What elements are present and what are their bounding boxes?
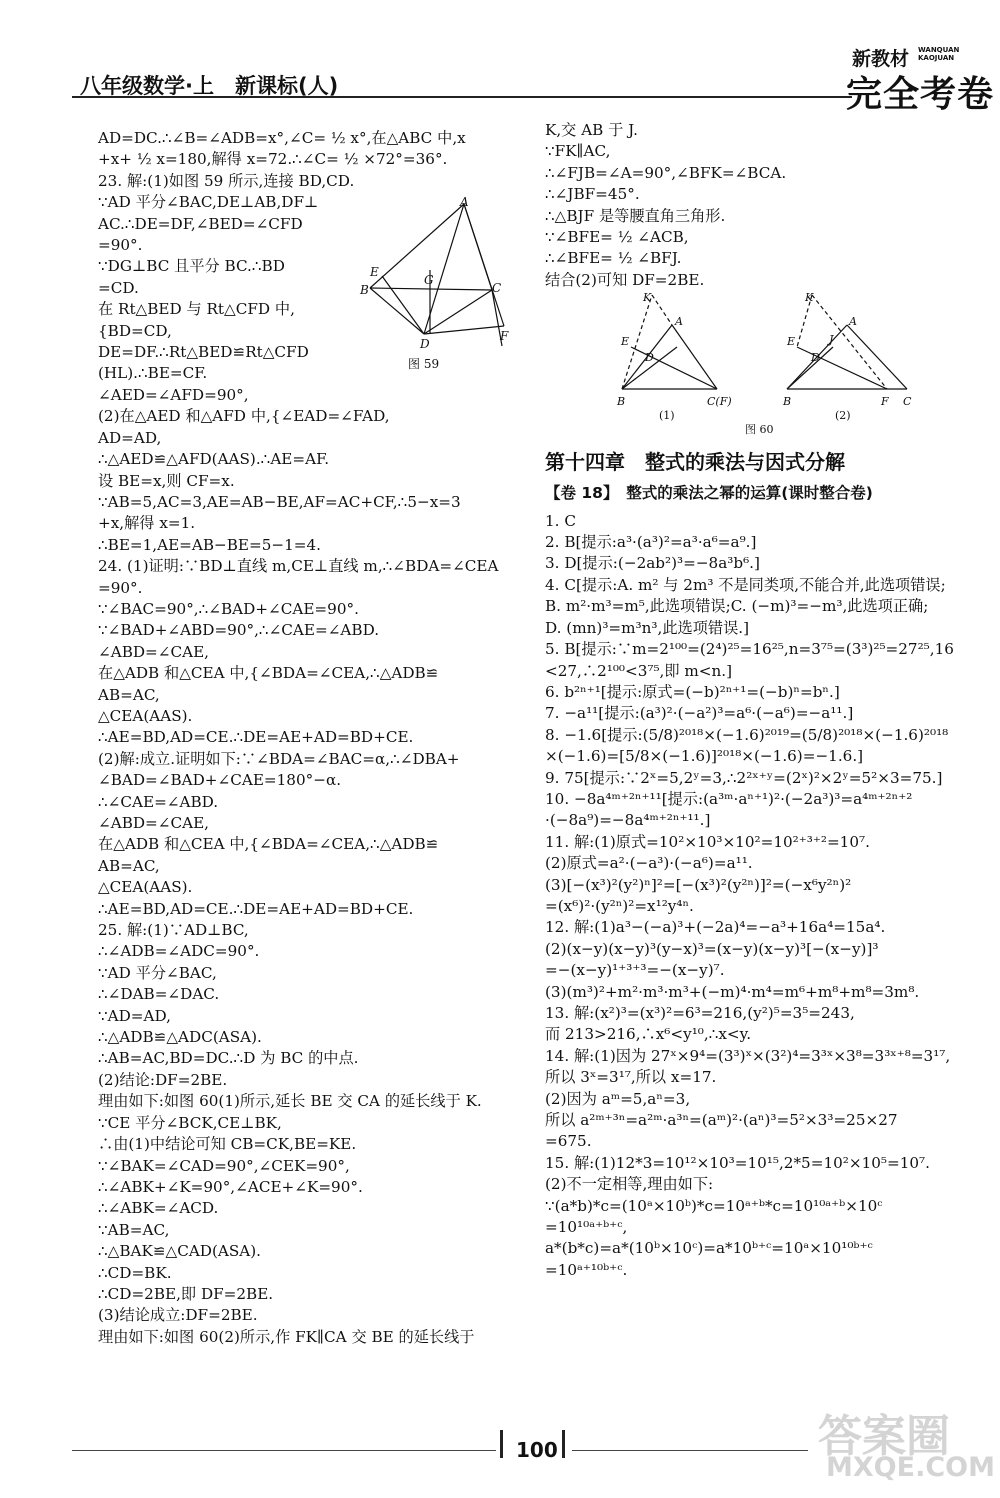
text-line: ∠ABD=∠CAE, <box>98 814 209 832</box>
text-line: ∵AB=5,AC=3,AE=AB−BE,AF=AC+CF,∴5−x=3 <box>98 492 461 511</box>
page-number: 100 <box>516 1438 558 1462</box>
fig60-2-label-d: D <box>811 351 820 365</box>
text-line: B. m²·m³=m⁵,此选项错误;C. (−m)³=−m³,此选项正确; <box>545 597 929 616</box>
fig60-1-label-a: A <box>675 315 683 329</box>
header-rule <box>72 96 852 98</box>
fig59-label-a: A <box>460 195 469 209</box>
text-line: ∴△BAK≌△CAD(ASA). <box>98 1242 262 1261</box>
text-line: ∴BE=1,AE=AB−BE=5−1=4. <box>98 535 321 554</box>
footer-rule-right <box>572 1450 808 1451</box>
text-line: 所以 a²ᵐ⁺³ⁿ=a²ᵐ·a³ⁿ=(aᵐ)²·(aⁿ)³=5²×3³=25×27 <box>545 1111 898 1130</box>
figure-60 <box>607 291 912 437</box>
text-line: ∴∠ADB=∠ADC=90°. <box>98 942 260 961</box>
text-line: a*(b*c)=a*(10ᵇ×10ᶜ)=a*10ᵇ⁺ᶜ=10ᵃ×10¹⁰ᵇ⁺ᶜ <box>545 1239 873 1258</box>
brand-logo: 完全考卷 <box>846 74 995 115</box>
text-line: ∴∠JBF=45°. <box>545 185 640 204</box>
text-line: +x+ ½ x=180,解得 x=72.∴∠C= ½ ×72°=36°. <box>98 150 448 169</box>
text-line: 10. −8a⁴ᵐ⁺²ⁿ⁺¹¹[提示:(a³ᵐ·aⁿ⁺¹)²·(−2a³)³=a⁴ᵐ⁺²ⁿ⁺² <box>545 789 913 808</box>
text-line: ∴AE=BD,AD=CE.∴DE=AE+AD=BD+CE. <box>98 899 414 918</box>
text-line: ∵AD 平分∠BAC,DE⊥AB,DF⊥ <box>98 193 319 212</box>
text-line: AB=AC, <box>98 856 160 875</box>
right-bottom-block <box>545 511 975 1282</box>
text-line: (2)(x−y)(x−y)³(y−x)³=(x−y)(x−y)³[−(x−y)]³ <box>545 939 879 958</box>
text-line: ∵∠BAK=∠CAD=90°,∠CEK=90°, <box>98 1156 350 1175</box>
page-header-title: 八年级数学·上 新课标(人) <box>80 74 339 98</box>
text-line: ∴CD=BK. <box>98 1263 172 1282</box>
fig60-2-label-c: C <box>903 395 912 409</box>
text-line: <27,∴2¹⁰⁰<3⁷⁵,即 m<n.] <box>545 661 733 680</box>
fig60-2-label-j: J <box>829 333 834 347</box>
text-line: (2)解:成立.证明如下:∵∠BDA=∠BAC=α,∴∠DBA+ <box>98 749 460 768</box>
text-line: 5. B[提示:∵m=2¹⁰⁰=(2⁴)²⁵=16²⁵,n=3⁷⁵=(3³)²⁵=27²⁵,16 <box>545 640 954 659</box>
text-line: ∴∠DAB=∠DAC. <box>98 985 220 1004</box>
text-line: 14. 解:(1)因为 27ˣ×9⁴=(3³)ˣ×(3²)⁴=3³ˣ×3⁸=3³ˣ⁺⁸=3¹⁷, <box>545 1046 951 1065</box>
text-line: (3)结论成立:DF=2BE. <box>98 1306 258 1325</box>
footer-bar-left <box>500 1430 503 1458</box>
fig60-1-label-d: D <box>645 351 654 365</box>
text-line: D. (mn)³=m³n³,此选项错误.] <box>545 618 750 637</box>
text-line: AD=AD, <box>98 428 162 447</box>
text-line: ∴∠CAE=∠ABD. <box>98 792 219 811</box>
text-line: ∴△ADB≌△ADC(ASA). <box>98 1028 262 1047</box>
brand-label: 新教材 <box>852 48 910 70</box>
text-line: (2)结论:DF=2BE. <box>98 1070 228 1089</box>
fig59-label-e: E <box>370 265 379 279</box>
text-line: 25. 解:(1)∵AD⊥BC, <box>98 921 249 940</box>
text-line: 9. 75[提示:∵2ˣ=5,2ʸ=3,∴2²ˣ⁺ʸ=(2ˣ)²×2ʸ=5²×3=75.] <box>545 768 943 787</box>
fig59-label-g: G <box>424 273 434 287</box>
text-line: 所以 3ˣ=3¹⁷,所以 x=17. <box>545 1068 717 1087</box>
fig60-2-label-b: B <box>783 395 792 409</box>
text-line: ∴∠ABK=∠ACD. <box>98 1199 219 1218</box>
text-line: 15. 解:(1)12*3=10¹²×10³=10¹⁵,2*5=10²×10⁵=10⁷. <box>545 1153 930 1172</box>
fig60-sub1: (1) <box>659 409 675 423</box>
fig59-label-f: F <box>500 329 509 343</box>
left-column <box>98 128 518 1348</box>
text-line: ∵AD=AD, <box>98 1006 171 1025</box>
text-line: ∴AE=BD,AD=CE.∴DE=AE+AD=BD+CE. <box>98 728 414 747</box>
fig60-2-label-a: A <box>849 315 857 329</box>
right-column <box>545 120 975 1281</box>
text-line: ·(−8a⁹)=−8a⁴ᵐ⁺²ⁿ⁺¹¹.] <box>545 811 711 830</box>
chapter-title: 第十四章 整式的乘法与因式分解 <box>545 450 845 475</box>
text-line: =CD. <box>98 278 139 297</box>
text-line: ∵(a*b)*c=(10ᵃ×10ᵇ)*c=10ᵃ⁺ᵇ*c=10¹⁰ᵃ⁺ᵇ×10ᶜ <box>545 1196 883 1215</box>
text-line: AC.∴DE=DF,∠BED=∠CFD <box>98 214 303 233</box>
text-line: K,交 AB 于 J. <box>545 121 638 139</box>
text-line: 在△ADB 和△CEA 中,{∠BDA=∠CEA,∴△ADB≌ <box>98 664 439 683</box>
text-line: DE=DF.∴Rt△BED≌Rt△CFD <box>98 343 309 362</box>
text-line: {BD=CD, <box>98 321 172 340</box>
text-line: =675. <box>545 1132 592 1151</box>
text-line: △CEA(AAS). <box>98 878 193 897</box>
fig60-1-label-cf: C(F) <box>707 395 732 409</box>
text-line: =90°. <box>98 578 143 597</box>
text-line: ∠AED=∠AFD=90°, <box>98 385 249 404</box>
text-line: =−(x−y)¹⁺³⁺³=−(x−y)⁷. <box>545 961 725 980</box>
text-line: ∠ABD=∠CAE, <box>98 642 209 661</box>
text-line: ∵DG⊥BC 且平分 BC.∴BD <box>98 257 285 276</box>
text-line: =10¹⁰ᵃ⁺ᵇ⁺ᶜ, <box>545 1218 628 1237</box>
text-line: (3)(m³)²+m²·m³·m³+(−m)⁴·m⁴=m⁶+m⁸+m⁸=3m⁸. <box>545 982 920 1001</box>
fig59-caption: 图 59 <box>408 357 440 371</box>
text-line: 1. C <box>545 511 576 530</box>
right-top-block <box>545 120 975 291</box>
text-line: 4. C[提示:A. m² 与 2m³ 不是同类项,不能合并,此选项错误; <box>545 575 946 594</box>
watermark-url: MXQE.COM <box>826 1452 995 1483</box>
fig60-2-label-f: F <box>881 395 889 409</box>
fig59-label-b: B <box>360 283 369 297</box>
fig60-sub2: (2) <box>835 409 851 423</box>
text-line: 7. −a¹¹[提示:(a³)²·(−a²)³=a⁶·(−a⁶)=−a¹¹.] <box>545 704 854 723</box>
text-line: 11. 解:(1)原式=10²×10³×10²=10²⁺³⁺²=10⁷. <box>545 832 870 851</box>
fig59-label-c: C <box>492 281 502 295</box>
text-line: 8. −1.6[提示:(5/8)²⁰¹⁸×(−1.6)²⁰¹⁹=(5/8)²⁰¹⁸×(−1.6)²⁰¹⁸ <box>545 725 949 744</box>
text-line: (3)[−(x³)²(y²)ⁿ]²=[−(x³)²(y²ⁿ)]²=(−x⁶y²ⁿ)² <box>545 875 852 894</box>
text-line: 6. b²ⁿ⁺¹[提示:原式=(−b)²ⁿ⁺¹=(−b)ⁿ=bⁿ.] <box>545 682 840 701</box>
fig60-1-label-k: K <box>643 291 652 305</box>
text-line: 24. (1)证明:∵BD⊥直线 m,CE⊥直线 m,∴∠BDA=∠CEA <box>98 557 499 576</box>
text-line: 而 213>216,∴x⁶<y¹⁰,∴x<y. <box>545 1025 752 1044</box>
watermark-logo: 答案圈 <box>818 1411 950 1462</box>
text-line: ∴∠FJB=∠A=90°,∠BFK=∠BCA. <box>545 163 787 182</box>
fig59-label-d: D <box>420 337 430 351</box>
text-line: ∴△BJF 是等腰直角三角形. <box>545 206 726 225</box>
text-line: ∵FK∥AC, <box>545 142 611 161</box>
text-line: AB=AC, <box>98 685 160 704</box>
volume-title: 【卷 18】 整式的乘法之幂的运算(课时整合卷) <box>545 484 873 503</box>
text-line: =(x⁶)²·(y²ⁿ)²=x¹²y⁴ⁿ. <box>545 896 694 915</box>
text-line: ∵∠BAC=90°,∴∠BAD+∠CAE=90°. <box>98 599 359 618</box>
text-line: △CEA(AAS). <box>98 706 193 725</box>
text-line: ∠BAD=∠BAD+∠CAE=180°−α. <box>98 771 342 790</box>
text-line: (2)原式=a²·(−a³)·(−a⁶)=a¹¹. <box>545 854 753 873</box>
fig60-1-label-e: E <box>621 335 630 349</box>
fig60-2-label-e: E <box>787 335 796 349</box>
text-line: ∴由(1)中结论可知 CB=CK,BE=KE. <box>98 1135 357 1154</box>
brand-pinyin: WANQUAN KAOJUAN <box>918 46 960 62</box>
text-line: ∴∠BFE= ½ ∠BFJ. <box>545 249 682 268</box>
text-line: AD=DC.∴∠B=∠ADB=x°,∠C= ½ x°,在△ABC 中,x <box>98 129 466 147</box>
fig60-1-label-b: B <box>617 395 626 409</box>
text-line: =90°. <box>98 236 143 255</box>
text-line: ∵∠BAD+∠ABD=90°,∴∠CAE=∠ABD. <box>98 621 380 640</box>
text-line: (2)因为 aᵐ=5,aⁿ=3, <box>545 1089 691 1108</box>
text-line: ∴△AED≌△AFD(AAS).∴AE=AF. <box>98 450 330 469</box>
text-line: (HL).∴BE=CF. <box>98 364 208 383</box>
text-line: ∴∠ABK+∠K=90°,∠ACE+∠K=90°. <box>98 1177 363 1196</box>
text-line: (2)在△AED 和△AFD 中,{∠EAD=∠FAD, <box>98 407 390 426</box>
text-line: =10ᵃ⁺¹⁰ᵇ⁺ᶜ. <box>545 1260 628 1279</box>
text-line: 12. 解:(1)a³−(−a)³+(−2a)⁴=−a³+16a⁴=15a⁴. <box>545 918 886 937</box>
footer-bar-right <box>562 1430 565 1458</box>
text-line: ∵AB=AC, <box>98 1220 170 1239</box>
text-line: ∵AD 平分∠BAC, <box>98 963 217 982</box>
text-line: 2. B[提示:a³·(a³)²=a³·a⁶=a⁹.] <box>545 533 757 552</box>
text-line: 结合(2)可知 DF=2BE. <box>545 270 705 289</box>
text-line: 23. 解:(1)如图 59 所示,连接 BD,CD. <box>98 171 355 190</box>
fig60-caption: 图 60 <box>745 423 774 437</box>
text-line: +x,解得 x=1. <box>98 514 196 533</box>
fig60-2-label-k: K <box>805 291 814 305</box>
text-line: ∵CE 平分∠BCK,CE⊥BK, <box>98 1113 282 1132</box>
text-line: (2)不一定相等,理由如下: <box>545 1175 714 1194</box>
text-line: ∴CD=2BE,即 DF=2BE. <box>98 1284 274 1303</box>
text-line: ×(−1.6)=[5/8×(−1.6)]²⁰¹⁸×(−1.6)=−1.6.] <box>545 747 864 766</box>
text-line: ∴AB=AC,BD=DC.∴D 为 BC 的中点. <box>98 1049 359 1068</box>
text-line: ∵∠BFE= ½ ∠ACB, <box>545 228 689 247</box>
text-line: 设 BE=x,则 CF=x. <box>98 471 235 490</box>
text-line: 在 Rt△BED 与 Rt△CFD 中, <box>98 300 295 319</box>
text-line: 3. D[提示:(−2ab²)³=−8a³b⁶.] <box>545 554 760 573</box>
text-line: 13. 解:(x²)³=(x³)²=6³=216,(y²)⁵=3⁵=243, <box>545 1004 855 1022</box>
footer-rule-left <box>72 1450 496 1451</box>
text-line: 理由如下:如图 60(1)所示,延长 BE 交 CA 的延长线于 K. <box>98 1092 482 1111</box>
text-line: 在△ADB 和△CEA 中,{∠BDA=∠CEA,∴△ADB≌ <box>98 835 439 854</box>
text-line: 理由如下:如图 60(2)所示,作 FK∥CA 交 BE 的延长线于 <box>98 1327 475 1346</box>
